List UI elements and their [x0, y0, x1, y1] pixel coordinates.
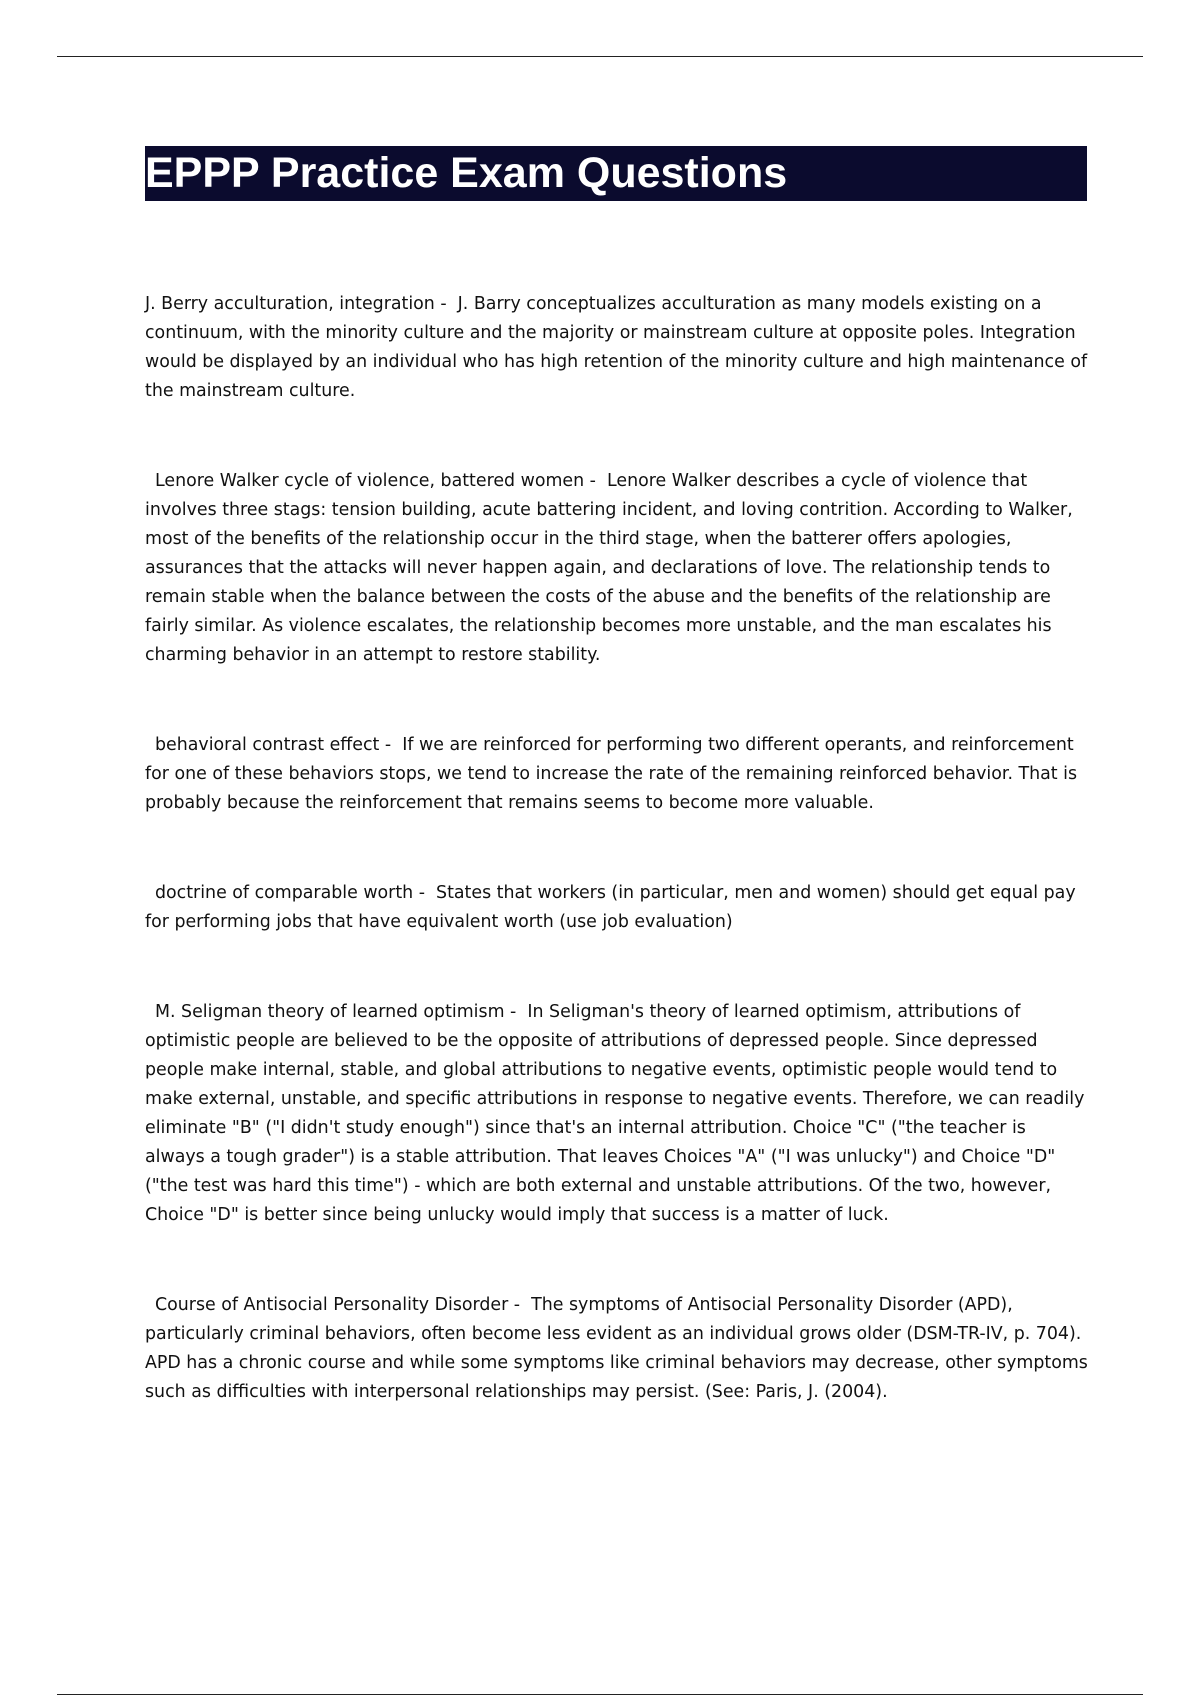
- list-item: [145, 1291, 1090, 1407]
- entry-term: M. Seligman theory of learned optimism -: [155, 1002, 527, 1022]
- entry-term: behavioral contrast effect -: [155, 735, 402, 755]
- list-item: [145, 998, 1090, 1230]
- entry-definition: In Seligman's theory of learned optimism, attributions of optimistic people are believed to be the opposite of attributions of depressed people. Since depressed people make internal, stable, and global attributions to negative events, optimistic people would tend to make external, unstable, and specific attributions in response to negative events. Therefore, we can readily eliminate "B" ("I didn't study enough") since that's an internal attribution. Choice "C" ("the teacher is always a tough grader") is a stable attribution. That leaves Choices "A" ("I was unlucky") and Choice "D" ("the test was hard this time") - which are both external and unstable attributions. Of the two, however, Choice "D" is better since being unlucky would imply that success is a matter of luck.: [145, 1002, 1085, 1225]
- entry-definition: The symptoms of Antisocial Personality Disorder (APD), particularly criminal behaviors, often become less evident as an individual grows older (DSM-TR-IV, p. 704). APD has a chronic course and while some symptoms like criminal behaviors may decrease, other symptoms such as difficulties with interpersonal relationships may persist. (See: Paris, J. (2004).: [145, 1295, 1088, 1402]
- entry-definition: If we are reinforced for performing two different operants, and reinforcement for one of these behaviors stops, we tend to increase the rate of the remaining reinforced behavior. That is probably because the reinforcement that remains seems to become more valuable.: [145, 735, 1078, 813]
- top-rule: [57, 56, 1143, 57]
- entry-definition: States that workers (in particular, men and women) should get equal pay for performing jobs that have equivalent worth (use job evaluation): [145, 883, 1076, 932]
- entry-definition: Lenore Walker describes a cycle of violence that involves three stags: tension building, acute battering incident, and loving contrition. According to Walker, most of the benefits of the relationship occur in the third stage, when the batterer offers apologies, assurances that the attacks will never happen again, and declarations of love. The relationship tends to remain stable when the balance between the costs of the abuse and the benefits of the relationship are fairly similar. As violence escalates, the relationship becomes more unstable, and the man escalates his charming behavior in an attempt to restore stability.: [145, 471, 1073, 665]
- entry-term: doctrine of comparable worth -: [155, 883, 436, 903]
- page-title: EPPP Practice Exam Questions: [145, 146, 1087, 201]
- entry-term: Course of Antisocial Personality Disorder -: [155, 1295, 531, 1315]
- list-item: [145, 879, 1090, 937]
- entry-definition: J. Barry conceptualizes acculturation as many models existing on a continuum, with the minority culture and the majority or mainstream culture at opposite poles. Integration would be displayed by an individual who has high retention of the minority culture and high maintenance of the mainstream culture.: [145, 294, 1088, 401]
- list-item: [145, 290, 1090, 406]
- bottom-rule: [57, 1694, 1143, 1695]
- entry-term: J. Berry acculturation, integration -: [145, 294, 458, 314]
- entries-list: [145, 290, 1090, 1407]
- list-item: [145, 731, 1090, 818]
- entry-term: Lenore Walker cycle of violence, battered women -: [155, 471, 607, 491]
- list-item: [145, 467, 1090, 670]
